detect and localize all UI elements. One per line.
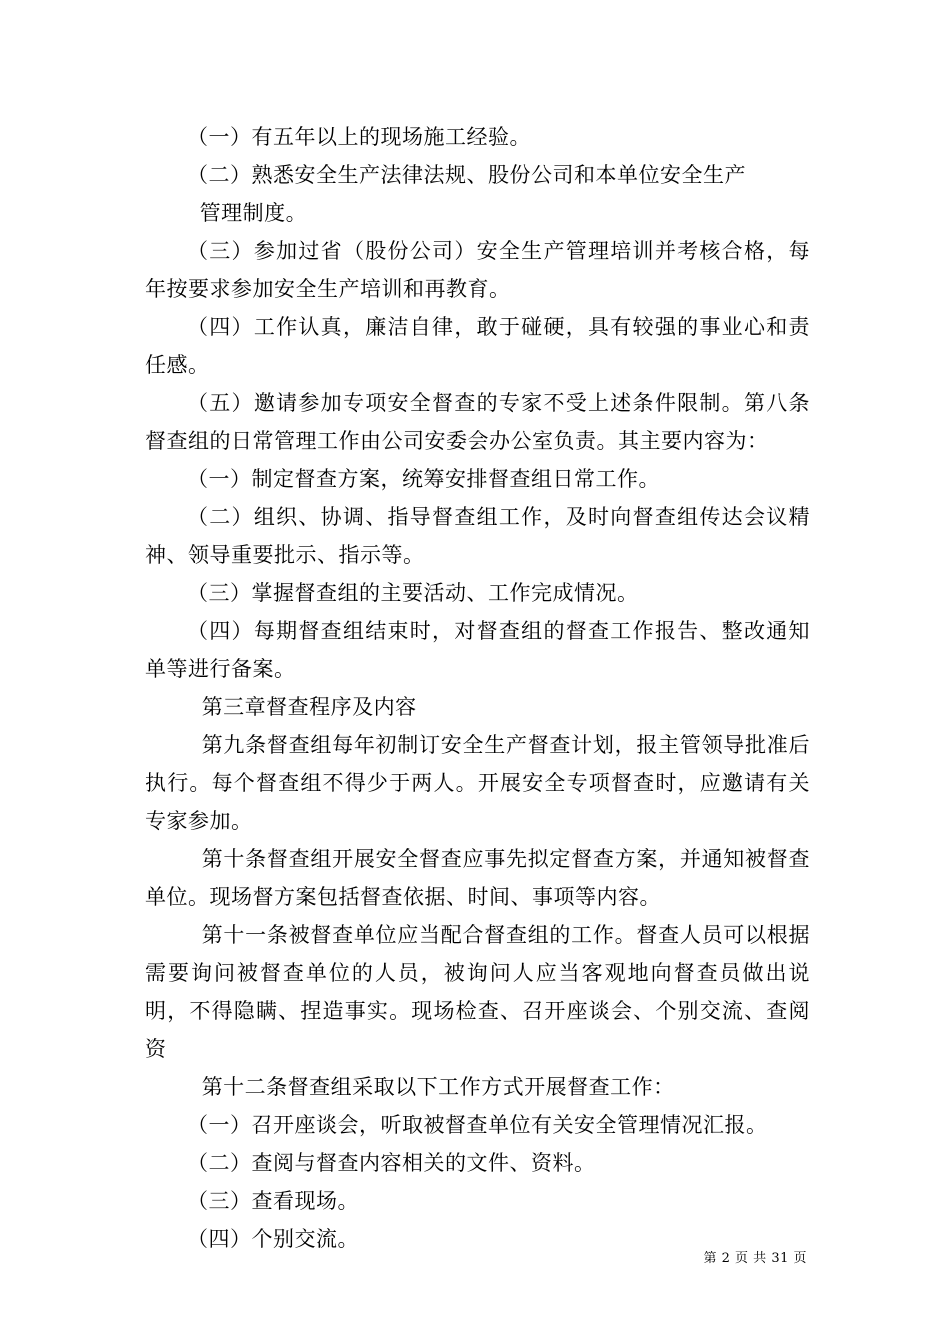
chapter-heading: 第三章督查程序及内容 <box>201 695 417 719</box>
paragraph: （五）邀请参加专项安全督查的专家不受上述条件限制。第八条督查组的日常管理工作由公司安委会办公室负责。其主要内容为： <box>145 391 810 453</box>
paragraph: 第十一条被督查单位应当配合督查组的工作。督查人员可以根据需要询问被督查单位的人员，被询问人应当客观地向督查员做出说明，不得隐瞒、捏造事实。现场检查、召开座谈会、个别交流、查阅资 <box>145 923 810 1061</box>
paragraph: （四）个别交流。 <box>187 1227 359 1251</box>
paragraph: （二）组织、协调、指导督查组工作，及时向督查组传达会议精神、领导重要批示、指示等。 <box>145 505 810 567</box>
page-number: 第 2 页 共 31 页 <box>703 1251 807 1266</box>
paragraph: （三）掌握督查组的主要活动、工作完成情况。 <box>187 581 639 605</box>
document-body <box>145 118 810 1258</box>
paragraph: （三）查看现场。 <box>187 1189 359 1213</box>
paragraph: （二）熟悉安全生产法律法规、股份公司和本单位安全生产 <box>187 163 746 187</box>
paragraph: 管理制度。 <box>199 201 308 225</box>
paragraph: （四）工作认真，廉洁自律，敢于碰硬，具有较强的事业心和责任感。 <box>145 315 810 377</box>
paragraph: （三）参加过省（股份公司）安全生产管理培训并考核合格，每年按要求参加安全生产培训和再教育。 <box>145 239 810 301</box>
paragraph: （一）制定督查方案，统筹安排督查组日常工作。 <box>187 467 660 491</box>
paragraph: （二）查阅与督查内容相关的文件、资料。 <box>187 1151 596 1175</box>
paragraph: （一）有五年以上的现场施工经验。 <box>187 125 531 149</box>
paragraph: 第十条督查组开展安全督查应事先拟定督查方案，并通知被督查单位。现场督方案包括督查依据、时间、事项等内容。 <box>145 847 810 909</box>
paragraph: 第九条督查组每年初制订安全生产督查计划，报主管领导批准后执行。每个督查组不得少于两人。开展安全专项督查时，应邀请有关专家参加。 <box>145 733 810 833</box>
paragraph: 第十二条督查组采取以下工作方式开展督查工作： <box>201 1075 675 1099</box>
paragraph: （一）召开座谈会，听取被督查单位有关安全管理情况汇报。 <box>187 1113 768 1137</box>
paragraph: （四）每期督查组结束时，对督查组的督查工作报告、整改通知单等进行备案。 <box>145 619 810 681</box>
